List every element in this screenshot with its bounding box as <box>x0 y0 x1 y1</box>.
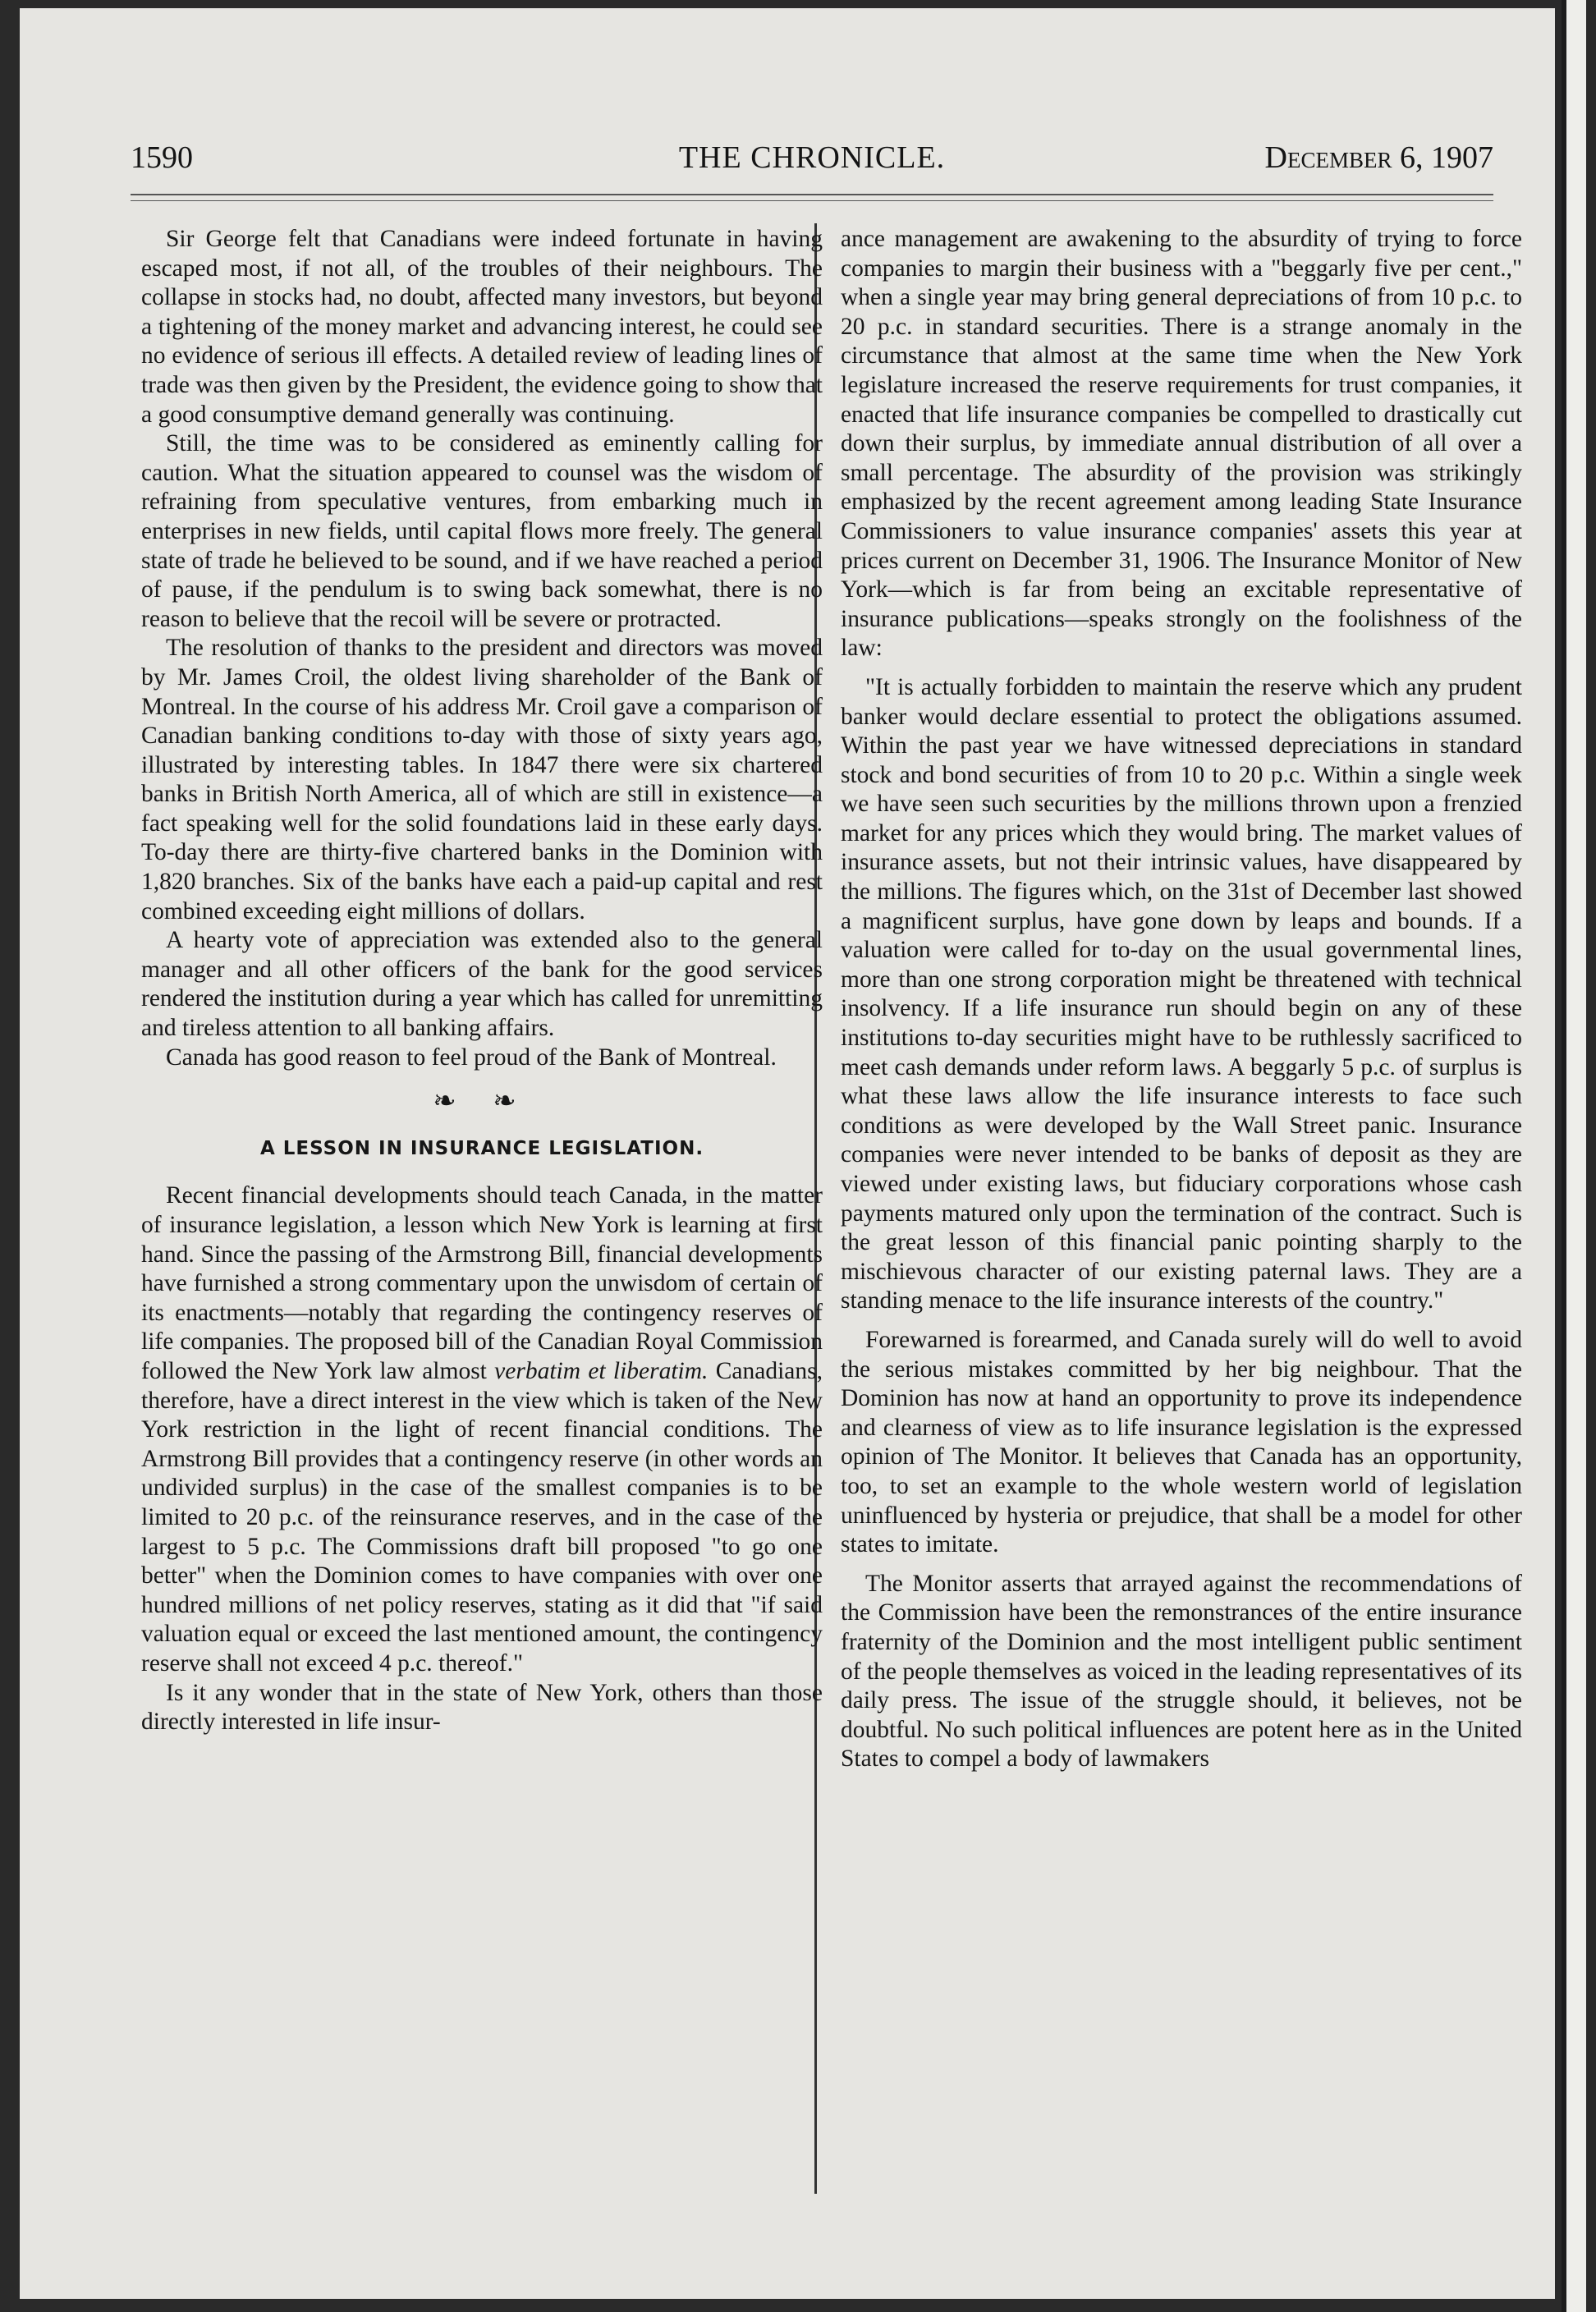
paragraph: A hearty vote of appreciation was extended also to the general manager and all other officers of the bank for the good services rendered the institution during a year which has called for unremitting and tireless attention to all banking affairs. <box>141 927 823 1042</box>
page-number: 1590 <box>131 140 193 175</box>
paragraph: Sir George felt that Canadians were indeed fortunate in having escaped most, if not all, of the troubles of their neighbours. The collapse in stocks had, no doubt, affected many investors, but beyond a tightening of the money market and advancing interest, he could see no evidence of serious ill effects. A detailed review of leading lines of trade was then given by the President, the evidence going to show that a good consumptive demand generally was continuing. <box>141 226 823 428</box>
paragraph: ance management are awakening to the absurdity of trying to force companies to margin their business with a "beggarly five per cent.," when a single year may bring general depreciations of from 10 p.c. to 20 p.c. in standard securities. There is a strange anomaly in the circumstance that almost at the same time when the New York legislature increased the reserve requirements for trust companies, it enacted that life insurance companies be compelled to drastically cut down their surplus, by immediate annual distribution of all over a small percentage. The absurdity of the provision was strikingly emphasized by the recent agreement among leading State Insurance Commissioners to value insurance companies' assets this year at prices current on December 31, 1906. The Insurance Monitor of New York—which is far from being an excitable representative of insurance publications—speaks strongly on the foolishness of the law: <box>841 226 1522 662</box>
right-column <box>841 225 1522 1774</box>
paragraph: Forewarned is forearmed, and Canada surely will do well to avoid the serious mistakes committed by her big neighbour. That the Dominion has now at hand an opportunity to prove its independence and clearness of view as to life insurance legislation is the expressed opinion of The Monitor. It believes that Canada has an opportunity, too, to set an example to the whole western world of legislation uninfluenced by hysteria or prejudice, that shall be a model for other states to imitate. <box>841 1326 1522 1558</box>
block-quote: "It is actually forbidden to maintain the reserve which any prudent banker would declare essential to protect the obligations assumed. Within the past year we have witnessed depreciations in standard stock and bond securities of from 10 to 20 p.c. Within a single week we have seen such securities by the millions thrown upon a frenzied market for any prices which they would bring. The market values of insurance assets, but not their intrinsic values, have disappeared by the millions. The figures which, on the 31st of December last showed a magnificent surplus, have gone down by leaps and bounds. If a valuation were called for to-day on the usual governmental lines, more than one strong corporation might be threatened with technical insolvency. If a life insurance run should begin on any of these institutions to-day securities might have to be ruthlessly sacrificed to meet cash demands under reform laws. A beggarly 5 p.c. of surplus is what these laws allow the life insurance interests to face such conditions as were developed by the Wall Street panic. Insurance companies were never intended to be banks of deposit as they are viewed under existing laws, but fiduciary corporations whose cash payments matured only upon the termination of the contract. Such is the great lesson of this financial panic pointing sharply to the mischievous character of our existing paternal laws. They are a standing menace to the life insurance interests of the country." <box>841 673 1522 1314</box>
page-header <box>131 140 1493 189</box>
paragraph <box>141 1181 823 1678</box>
header-rule-top <box>131 194 1493 195</box>
article-heading: A LESSON IN INSURANCE LEGISLATION. <box>259 1137 704 1159</box>
latin-phrase: verbatim et liberatim. <box>494 1357 709 1384</box>
paragraph: Still, the time was to be considered as eminently calling for caution. What the situation appeared to counsel was the wisdom of refraining from speculative ventures, from embarking much in enterprises in new fields, until capital flows more freely. The general state of trade he believed to be sound, and if we have reached a period of pause, if the pendulum is to swing back somewhat, there is no reason to believe that the recoil will be severe or protracted. <box>141 430 823 632</box>
section-ornament: ❧ ❧ <box>433 1086 531 1117</box>
paragraph: The resolution of thanks to the president and directors was moved by Mr. James Croil, the oldest living shareholder of the Bank of Montreal. In the course of his address Mr. Croil gave a comparison of Canadian banking conditions to-day with those of sixty years ago, illustrated by interesting tables. In 1847 there were six chartered banks in British North America, all of which are still in existence—a fact speaking well for the solid foundations laid in these early days. To-day there are thirty-five chartered banks in the Dominion with 1,820 branches. Six of the banks have each a paid-up capital and rest combined exceeding eight millions of dollars. <box>141 635 823 924</box>
paragraph: The Monitor asserts that arrayed against the recommendations of the Commission have been the remonstrances of the entire insurance fraternity of the Dominion and the most intelligent public sentiment of the people themselves as voiced in the leading representatives of its daily press. The issue of the struggle should, it believes, not be doubtful. No such political influences are potent here as in the United States to compel a body of lawmakers <box>841 1570 1522 1773</box>
left-column <box>141 225 823 1737</box>
paragraph-text: Recent financial developments should teach Canada, in the matter of insurance legislation, a lesson which New York is learning at first hand. Since the passing of the Armstrong Bill, financial developments have furnished a strong commentary upon the unwisdom of certain of its enactments—notably that regarding the contingency reserves of life companies. The proposed bill of the Canadian Royal Commission followed the New York law almost <box>141 1182 823 1384</box>
page-edge <box>1562 0 1596 2312</box>
paragraph: Is it any wonder that in the state of New York, others than those directly interested in life insur- <box>141 1679 823 1736</box>
header-rule-bottom <box>131 200 1493 201</box>
paragraph: Canada has good reason to feel proud of the Bank of Montreal. <box>166 1044 777 1071</box>
publication-title: THE CHRONICLE. <box>678 140 946 175</box>
paragraph-text: Canadians, therefore, have a direct interest in the view which is taken of the New York restriction in the light of recent financial conditions. The Armstrong Bill provides that a contingency reserve (in other words an undivided surplus) in the case of the smallest companies is to be limited to 20 p.c. of the reinsurance reserves, and in the case of the largest to 5 p.c. The Commissions draft bill proposed "to go one better" when the Dominion comes to have companies with over one hundred millions of net policy reserves, stating as it did that "if said valuation equal or exceed the last mentioned amount, the contingency reserve shall not exceed 4 p.c. thereof." <box>141 1357 823 1677</box>
issue-date: December 6, 1907 <box>1264 140 1493 175</box>
newspaper-page <box>20 8 1555 2299</box>
